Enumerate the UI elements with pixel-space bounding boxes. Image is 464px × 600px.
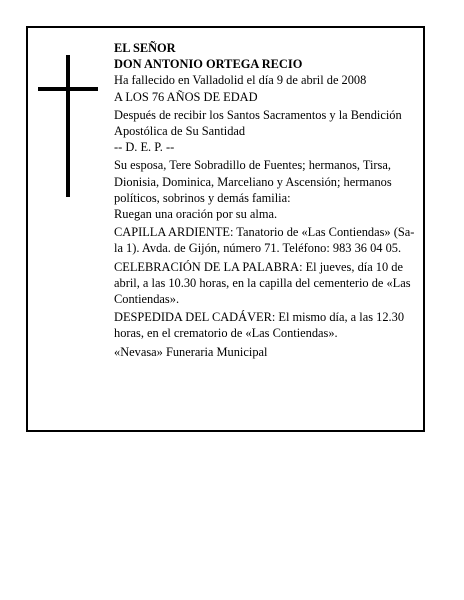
farewell-info: DESPEDIDA DEL CADÁVER: El mismo día, a las 12.30 horas, en el crematorio de «Las Contiendas». — [114, 310, 405, 341]
obituary-text — [114, 40, 422, 360]
chapel-info: CAPILLA ARDIENTE: Tanatorio de «Las Contiendas» (Sa- la 1). Avda. de Gijón, número 71. Teléfono: 983 36 04 05. — [114, 225, 415, 256]
age-line: A LOS 76 AÑOS DE EDAD — [114, 89, 258, 104]
cross-icon — [38, 55, 98, 197]
honorific-title: EL SEÑOR — [114, 41, 176, 55]
funeral-home: «Nevasa» Funeraria Municipal — [114, 344, 268, 359]
celebration-info: CELEBRACIÓN DE LA PALABRA: El jueves, día 10 de abril, a las 10.30 horas, en la capilla del cementerio de «Las Contiendas». — [114, 259, 411, 307]
sacraments-line: Después de recibir los Santos Sacramentos y la Bendición Apostólica de Su Santidad — [114, 107, 402, 139]
rip-line: -- D. E. P. -- — [114, 140, 175, 155]
obituary-notice — [26, 26, 425, 432]
prayer-request: Ruegan una oración por su alma. — [114, 207, 278, 222]
death-announcement: Ha fallecido en Valladolid el día 9 de abril de 2008 — [114, 73, 367, 88]
deceased-name: DON ANTONIO ORTEGA RECIO — [114, 57, 303, 72]
family-list: Su esposa, Tere Sobradillo de Fuentes; hermanos, Tirsa, Dionisia, Dominica, Marceliano y Ascensión; hermanos políticos, sobrinos y demás familia: — [114, 158, 392, 205]
